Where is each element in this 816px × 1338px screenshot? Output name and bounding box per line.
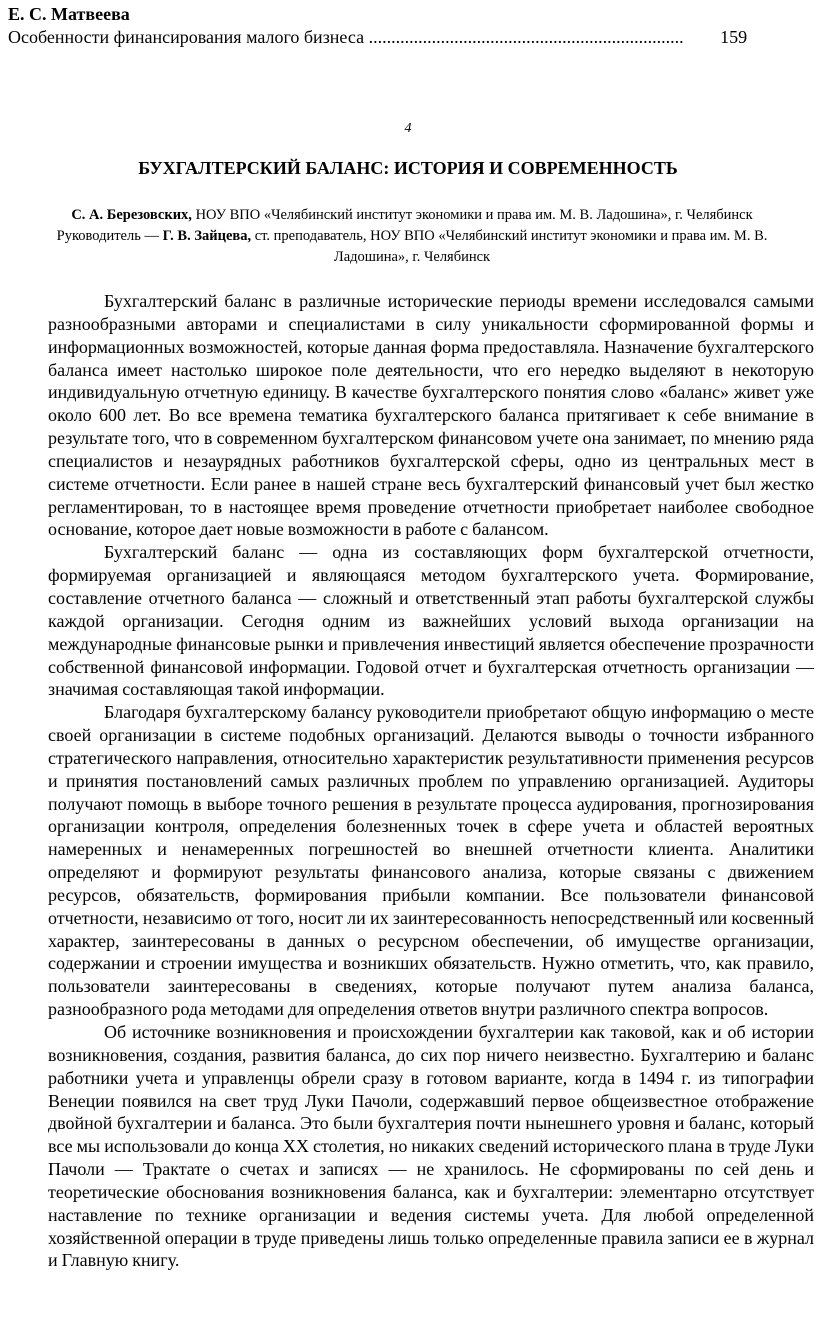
- previous-article-page-number: 159: [720, 27, 748, 47]
- supervisor-affiliation: ст. преподаватель, НОУ ВПО «Челябинский институт экономики и права им. М. В. Ладошина», г. Челябинск: [251, 228, 768, 265]
- authors-block: [56, 205, 768, 268]
- toc-leader-dots: ......................................................................: [368, 27, 684, 47]
- article-body: [48, 290, 814, 1272]
- author-name: С. А. Березовских,: [71, 207, 192, 223]
- previous-article-author: Е. С. Матвеева: [8, 4, 130, 24]
- body-paragraph: Благодаря бухгалтерскому балансу руководители приобретают общую информацию о месте своей организации в системе подобных организаций. Делаются выводы о точности избранного стратегического направления, относительно характеристик результативности применения ресурсов и принятия постановлений самых различных проблем по управлению организацией. Аудиторы получают помощь в выборе точного решения в результате процесса аудирования, прогнозирования организации контроля, определения болезненных точек в сфере учета и областей вероятных намеренных и ненамеренных погрешностей во внешней отчетности клиента. Аналитики определяют и формируют результаты финансового анализа, которые связаны с движением ресурсов, обязательств, формирования прибыли компании. Все пользователи финансовой отчетности, независимо от того, носит ли их заинтересованность непосредственный или косвенный характер, заинтересованы в данных о ресурсном обеспечении, об имуществе организации, содержании и строении имущества и возникших обязательств. Нужно отметить, что, как правило, пользователи заинтересованы в сведениях, которые получают путем анализа баланса, разнообразного рода методами для определения ответов внутри различного спектра вопросов.: [48, 702, 814, 1020]
- author-affiliation: НОУ ВПО «Челябинский институт экономики и права им. М. В. Ладошина», г. Челябинск: [191, 207, 753, 223]
- body-paragraph: Бухгалтерский баланс в различные исторические периоды времени исследовался самыми разнообразными авторами и специалистами в силу уникальности сформированной формы и информационных возможностей, которые данная форма предоставляла. Назначение бухгалтерского баланса имеет настолько широкое поле деятельности, что его нередко выделяют в некоторую индивидуальную отчетную единицу. В качестве бухгалтерского понятия слово «баланс» живет уже около 600 лет. Во все времена тематика бухгалтерского баланса притягивает к себе внимание в результате того, что в современном бухгалтерском финансовом учете она занимает, по мнению ряда специалистов и незаурядных работников бухгалтерской сферы, одно из центральных мест в системе отчетности. Если ранее в нашей стране весь бухгалтерский финансовый учет был жестко регламентирован, то в настоящее время проведение отчетности приобретает наиболее свободное основание, которое дает новые возможности в работе с балансом.: [48, 291, 814, 540]
- supervisor-name: Г. В. Зайцева,: [162, 228, 252, 244]
- previous-article-toc-entry: [8, 26, 747, 48]
- body-paragraph: Бухгалтерский баланс — одна из составляющих форм бухгалтерской отчетности, формируемая организацией и являющаяся методом бухгалтерского учета. Формирование, составление отчетного баланса — сложный и ответственный этап работы бухгалтерской службы каждой организации. Сегодня одним из важнейших условий выхода организации на международные финансовые рынки и привлечения инвестиций является обеспечение прозрачности собственной финансовой информации. Годовой отчет и бухгалтерская отчетность организации — значимая составляющая такой информации.: [48, 542, 814, 700]
- body-paragraph: Об источнике возникновения и происхождении бухгалтерии как таковой, как и об истории возникновения, создания, развития баланса, до сих пор ничего неизвестно. Бухгалтерию и баланс работники учета и управленцы обрели сразу в готовом варианте, когда в 1494 г. из типографии Венеции появился на свет труд Луки Пачоли, содержавший первое общеизвестное отображение двойной бухгалтерии и баланса. Это были бухгалтерия почти нынешнего уровня и баланс, который все мы использовали до конца XX столетия, но никаких сведений исторического плана в труде Луки Пачоли — Трактате о счетах и записях — не хранилось. Не сформированы по сей день и теоретические обоснования возникновения баланса, как и бухгалтерии: элементарно отсутствует наставление по технике организации и ведения системы учета. Для любой определенной хозяйственной операции в труде приведены лишь только определенные правила записи ее в журнал и Главную книгу.: [48, 1022, 814, 1271]
- article-number: 4: [404, 121, 412, 136]
- supervisor-prefix: Руководитель —: [56, 228, 163, 244]
- article-title: БУХГАЛТЕРСКИЙ БАЛАНС: ИСТОРИЯ И СОВРЕМЕННОСТЬ: [138, 158, 678, 178]
- previous-article-title: Особенности финансирования малого бизнеса: [8, 27, 365, 47]
